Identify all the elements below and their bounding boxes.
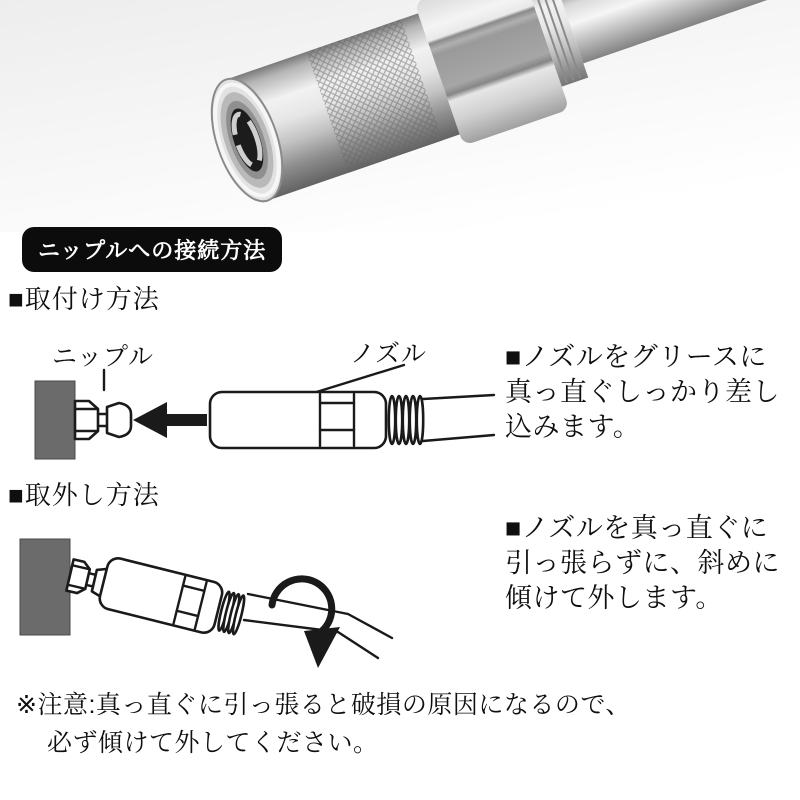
grease-coupler-photo (0, 0, 800, 232)
badge-label: ニップルへの接続方法 (38, 238, 267, 263)
detach-instructions (505, 511, 800, 616)
nozzle-leader-line (310, 365, 404, 394)
nipple-drawing (75, 401, 131, 439)
attach-heading: ■取付け方法 (8, 284, 160, 314)
nozzle-label: ノズル (350, 340, 428, 368)
detach-heading: ■取外し方法 (8, 480, 160, 510)
wall-block (35, 381, 75, 459)
caution-note (16, 686, 631, 762)
caution-line: 必ず傾けて外してください。 (47, 729, 379, 757)
nipple-label: ニップル (52, 343, 155, 371)
caution-line: ※注意:真っ直ぐに引っ張ると破損の原因になるので、 (16, 691, 631, 719)
push-arrow (133, 402, 207, 438)
detach-instruction-line: 引っ張らずに、斜めに (505, 548, 780, 578)
nozzle-drawing (210, 392, 494, 448)
pipe-lines (423, 395, 494, 441)
detach-instruction-line: ■ノズルを真っ直ぐに (505, 513, 769, 543)
attach-instruction-line: 真っ直ぐしっかり差し (505, 377, 780, 407)
tilt-arrow (272, 579, 340, 668)
detach-diagram (10, 528, 420, 680)
attach-instruction-line: ■ノズルをグリースに (505, 342, 767, 372)
attach-diagram (10, 332, 500, 464)
attach-instructions (505, 340, 800, 445)
wall-block (20, 539, 70, 635)
attach-instruction-line: 込みます。 (505, 412, 641, 442)
section-badge (22, 227, 282, 272)
nozzle-drawing (97, 556, 247, 641)
detach-instruction-line: 傾けて外します。 (505, 583, 723, 613)
